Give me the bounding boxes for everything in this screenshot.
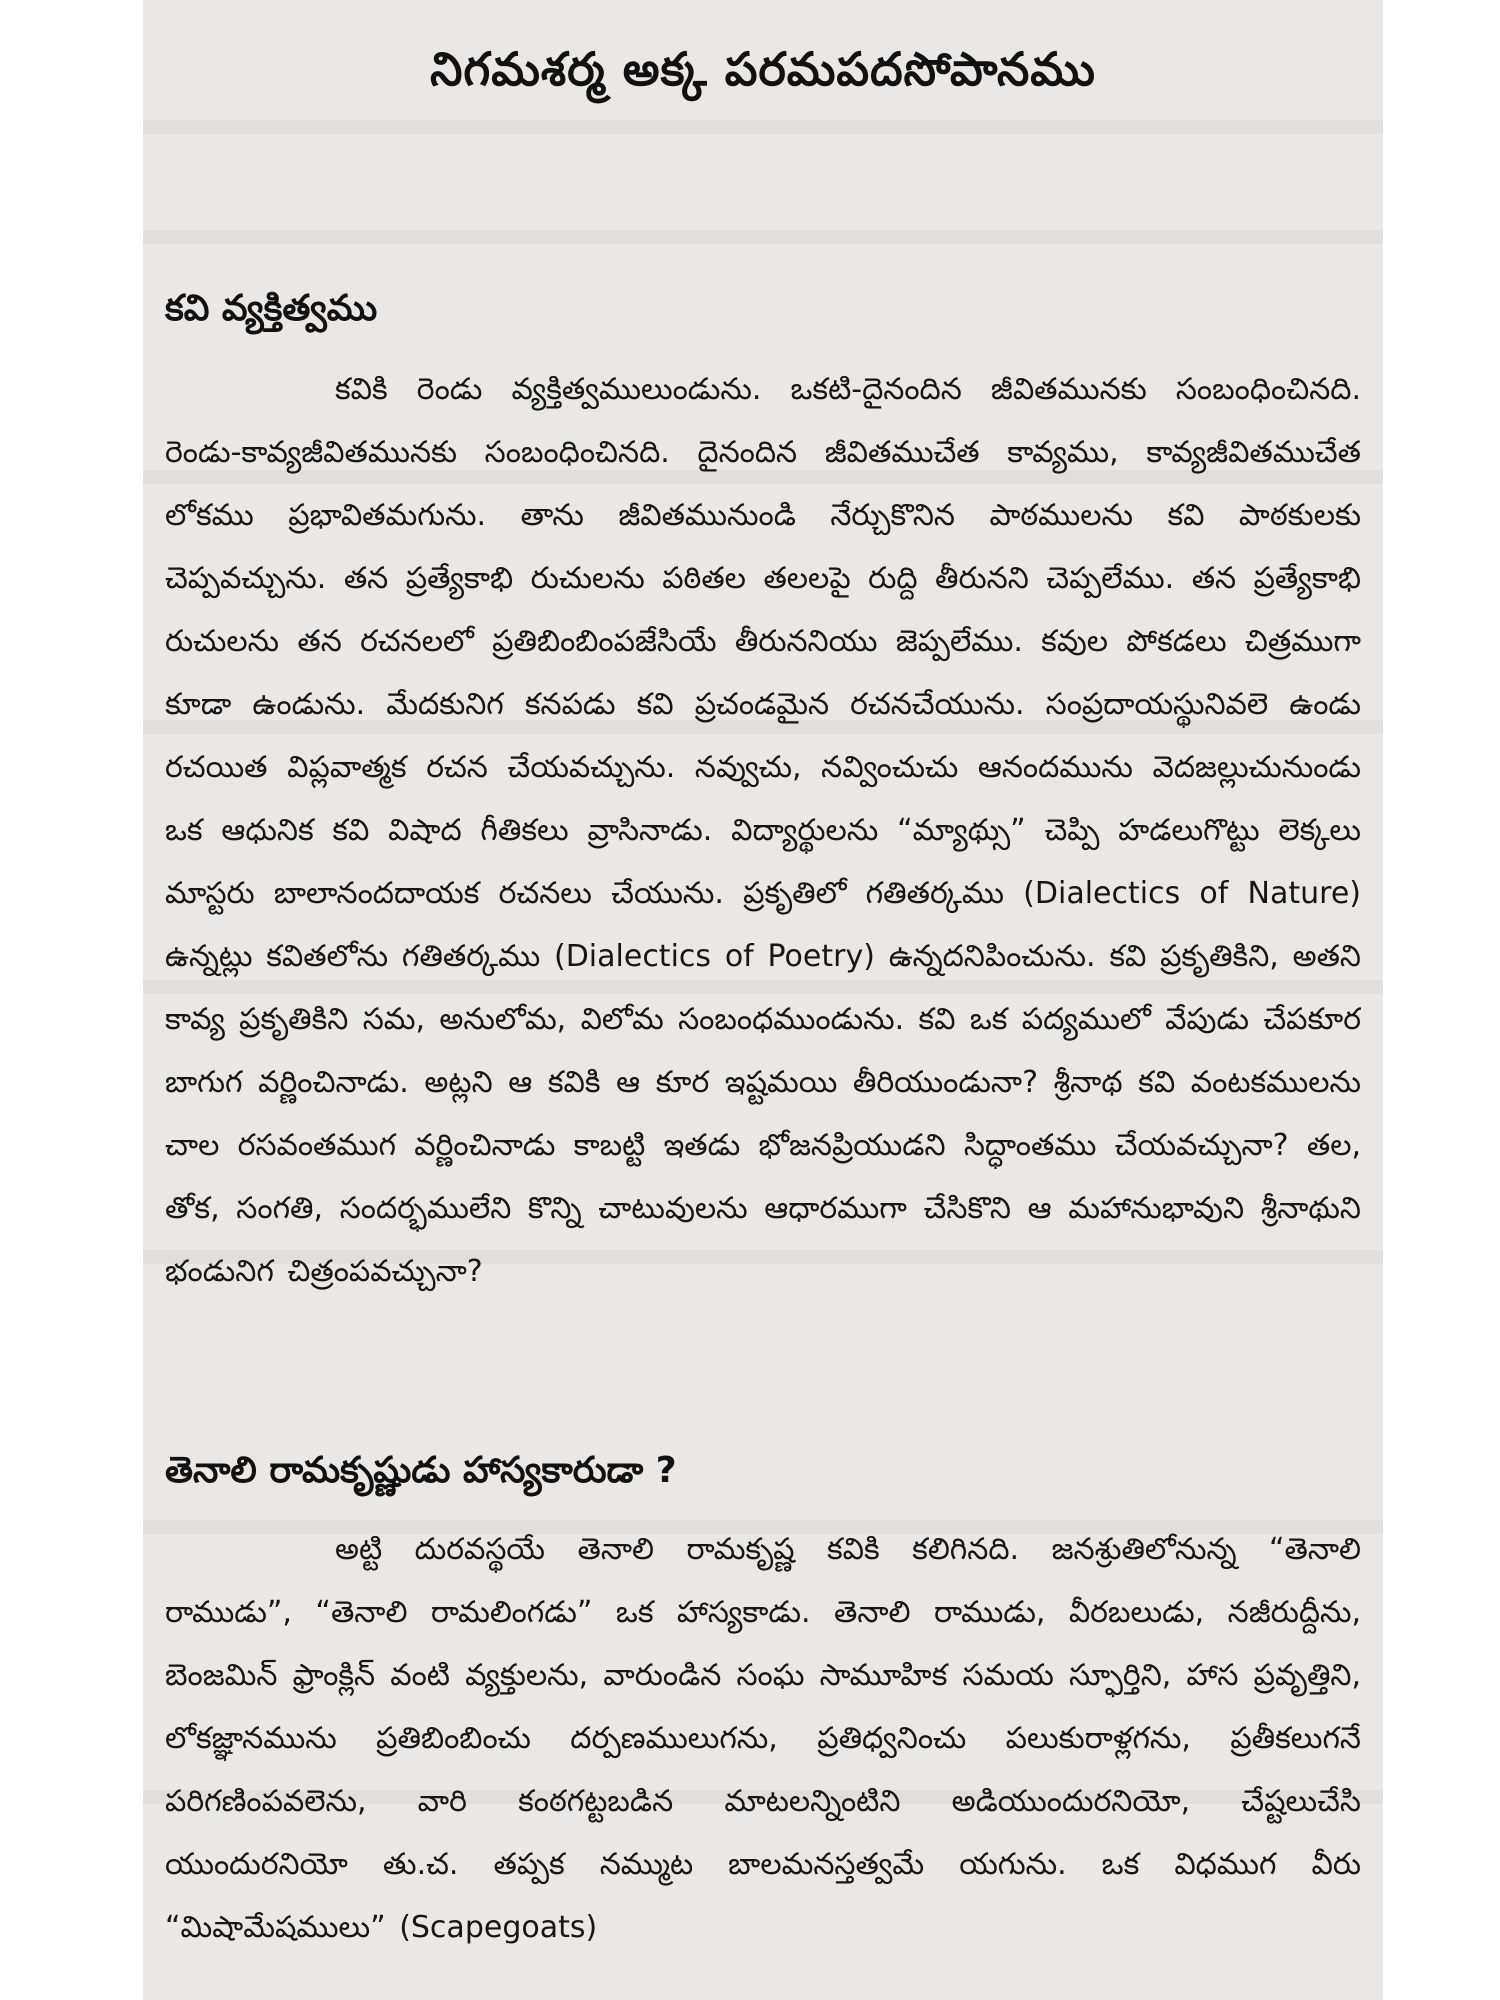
page-title: నిగమశర్మ అక్క పరమపదసోపానము — [430, 42, 1096, 96]
paragraph-poet-personality: కవికి రెండు వ్యక్తిత్వములుండును. ఒకటి-దైనందిన జీవితమునకు సంబంధించినది. రెండు-కావ్యజీవితమునకు సంబంధించినది. దైనందిన జీవితముచేత కావ్యము, కావ్యజీవితముచేత లోకము ప్రభావితమగును. తాను జీవితమునుండి నేర్చుకొనిన పాఠములను కవి పాఠకులకు చెప్పవచ్చును. తన ప్రత్యేకాభి రుచులను పఠితల తలలపై రుద్ది తీరునని చెప్పలేము. తన ప్రత్యేకాభి రుచులను తన రచనలలో ప్రతిబింబింపజేసియే తీరుననియు జెప్పలేము. కవుల పోకడలు చిత్రముగా కూడా ఉండును. మేదకునిగ కనపడు కవి ప్రచండమైన రచనచేయును. సంప్రదాయస్థునివలె ఉండు రచయిత విప్లవాత్మక రచన చేయవచ్చును. నవ్వుచు, నవ్వించుచు ఆనందమును వెదజల్లుచునుండు ఒక ఆధునిక కవి విషాద గీతికలు వ్రాసినాడు. విద్యార్థులను “మ్యాథ్సు” చెప్పి హడలుగొట్టు లెక్కలు మాస్టరు బాలానందదాయక రచనలు చేయును. ప్రకృతిలో గతితర్కము (Dialectics of Nature) ఉన్నట్లు కవితలోను గతితర్కము (Dialectics of Poetry) ఉన్నదనిపించును. కవి ప్రకృతికిని, అతని కావ్య ప్రకృతికిని సమ, అనులోమ, విలోమ సంబంధముండును. కవి ఒక పద్యములో వేపుడు చేపకూర బాగుగ వర్ణించినాడు. అట్లని ఆ కవికి ఆ కూర ఇష్టమయి తీరియుండునా? శ్రీనాథ కవి వంటకములను చాల రసవంతముగ వర్ణించినాడు కాబట్టి ఇతడు భోజనప్రియుడని సిద్ధాంతము చేయవచ్చునా? తల, తోక, సంగతి, సందర్భములేని కొన్ని చాటువులను ఆధారముగా చేసికొని ఆ మహానుభావుని శ్రీనాథుని భండునిగ చిత్రంపవచ్చునా? — [165, 372, 1361, 1289]
paragraph-tenali: అట్టి దురవస్థయే తెనాలి రామకృష్ణ కవికి కలిగినది. జనశ్రుతిలోనున్న “తెనాలి రాముడు”, “తెనాలి రామలింగడు” ఒక హాస్యకాడు. తెనాలి రాముడు, వీరబలుడు, నజీరుద్దీను, బెంజమిన్ ఫ్రాంక్లిన్ వంటి వ్యక్తులను, వారుండిన సంఘ సామూహిక సమయ స్ఫూర్తిని, హాస ప్రవృత్తిని, లోకజ్ఞానమును ప్రతిబింబించు దర్పణములుగను, ప్రతిధ్వనించు పలుకురాళ్లగను, ప్రతీకలుగనే పరిగణింపవలెను, వారి కంఠగట్టబడిన మాటలన్నింటిని అడియుందురనియో, చేష్టలుచేసి యుందురనియో తు.చ. తప్పక నమ్ముట బాలమనస్తత్వమే యగును. ఒక విధముగ వీరు “మిషామేషములు” (Scapegoats) — [165, 1532, 1361, 1945]
bleed-through-shadow — [143, 120, 1383, 134]
section-heading-poet-personality: కవి వ్యక్తిత్వము — [165, 288, 378, 329]
bleed-through-shadow — [143, 230, 1383, 244]
book-page — [143, 0, 1383, 2000]
section-heading-tenali: తెనాలి రామకృష్ణుడు హాస్యకారుడా ? — [165, 1450, 677, 1491]
